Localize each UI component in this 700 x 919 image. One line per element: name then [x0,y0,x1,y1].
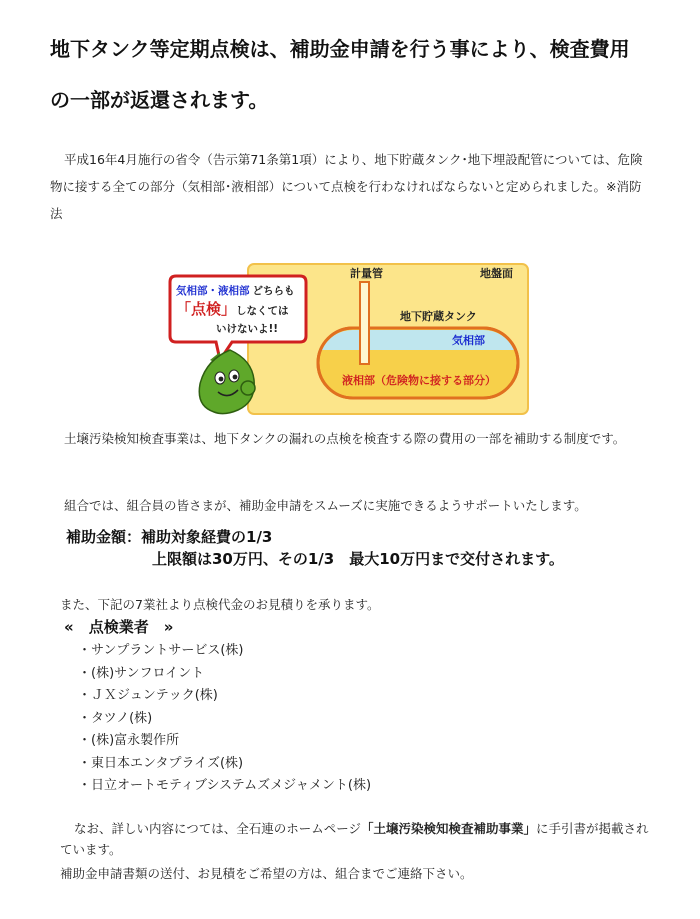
vendor-list [78,640,371,798]
details-text-a: なお、詳しい内容につては、全石連のホームページ [74,821,362,836]
gas-phase-area [322,330,514,350]
details-text-c: に手引書が掲載されています。 [60,821,649,857]
subsidy-limit-line: 上限額は30万円、その1/3 最大10万円まで交付されます。 [152,550,564,568]
bubble-both-text: どちらも [252,285,295,297]
list-item: ・(株)富永製作所 [78,733,180,748]
estimate-paragraph: また、下記の7業社より点検代金のお見積りを承ります。 [60,597,380,612]
liquid-phase-label: 液相部（危険物に接する部分） [342,374,496,387]
program-name-link: 「土壌汚染検知検査補助事業」 [361,821,537,836]
list-item: ・(株)サンフロイント [78,665,205,681]
details-paragraph [60,818,660,860]
bubble-phases-text: 気相部・液相部 [176,285,250,297]
vendors-heading: « 点検業者 » [64,618,174,636]
bubble-line-3: いけないよ!! [216,323,279,335]
page-title-line-1: 地下タンク等定期点検は、補助金申請を行う事により、検査費用 [50,37,630,61]
subsidy-amount-line: 補助金額：補助対象経費の1/3 [66,528,273,546]
mascot-character [199,350,255,414]
list-item: ・サンプラントサービス(株) [78,643,244,658]
page-title-line-2: の一部が返還されます。 [50,88,269,112]
list-item: ・ＪＸジュンテック(株) [78,688,218,703]
subsidy-system-paragraph: 土壌汚染検知検査事業は、地下タンクの漏れの点検を検査する際の費用の一部を補助する制度です。 [64,431,626,446]
svg-text:気相部・液相部どちらも [176,284,295,297]
meter-pipe-label: 計量管 [350,267,383,280]
gas-phase-label: 気相部 [452,334,485,347]
bubble-must-text: しなくては [236,305,289,317]
list-item: ・日立オートモティブシステムズメジャメント(株) [78,778,372,793]
list-item: ・東日本エンタプライズ(株) [78,755,244,771]
tank-inspection-illustration [160,260,530,420]
intro-paragraph: 平成16年4月施行の省令（告示第71条第1項）により、地下貯蔵タンク･地下埋設配管については、危険物に接する全ての部分（気相部･液相部）について点検を行わなければならないと定められました。※消防法 [50,152,643,221]
tank-label: 地下貯蔵タンク [400,310,477,323]
ground-label: 地盤面 [480,267,513,280]
contact-paragraph: 補助金申請書類の送付、お見積をご希望の方は、組合までご連絡下さい。 [60,866,473,881]
bubble-inspect-highlight: 「点検」 [176,300,237,318]
list-item: ・タツノ(株) [78,710,153,726]
meter-pipe [360,282,369,364]
support-paragraph: 組合では、組合員の皆さまが、補助金申請をスムーズに実施できるようサポートいたします。 [64,498,587,513]
